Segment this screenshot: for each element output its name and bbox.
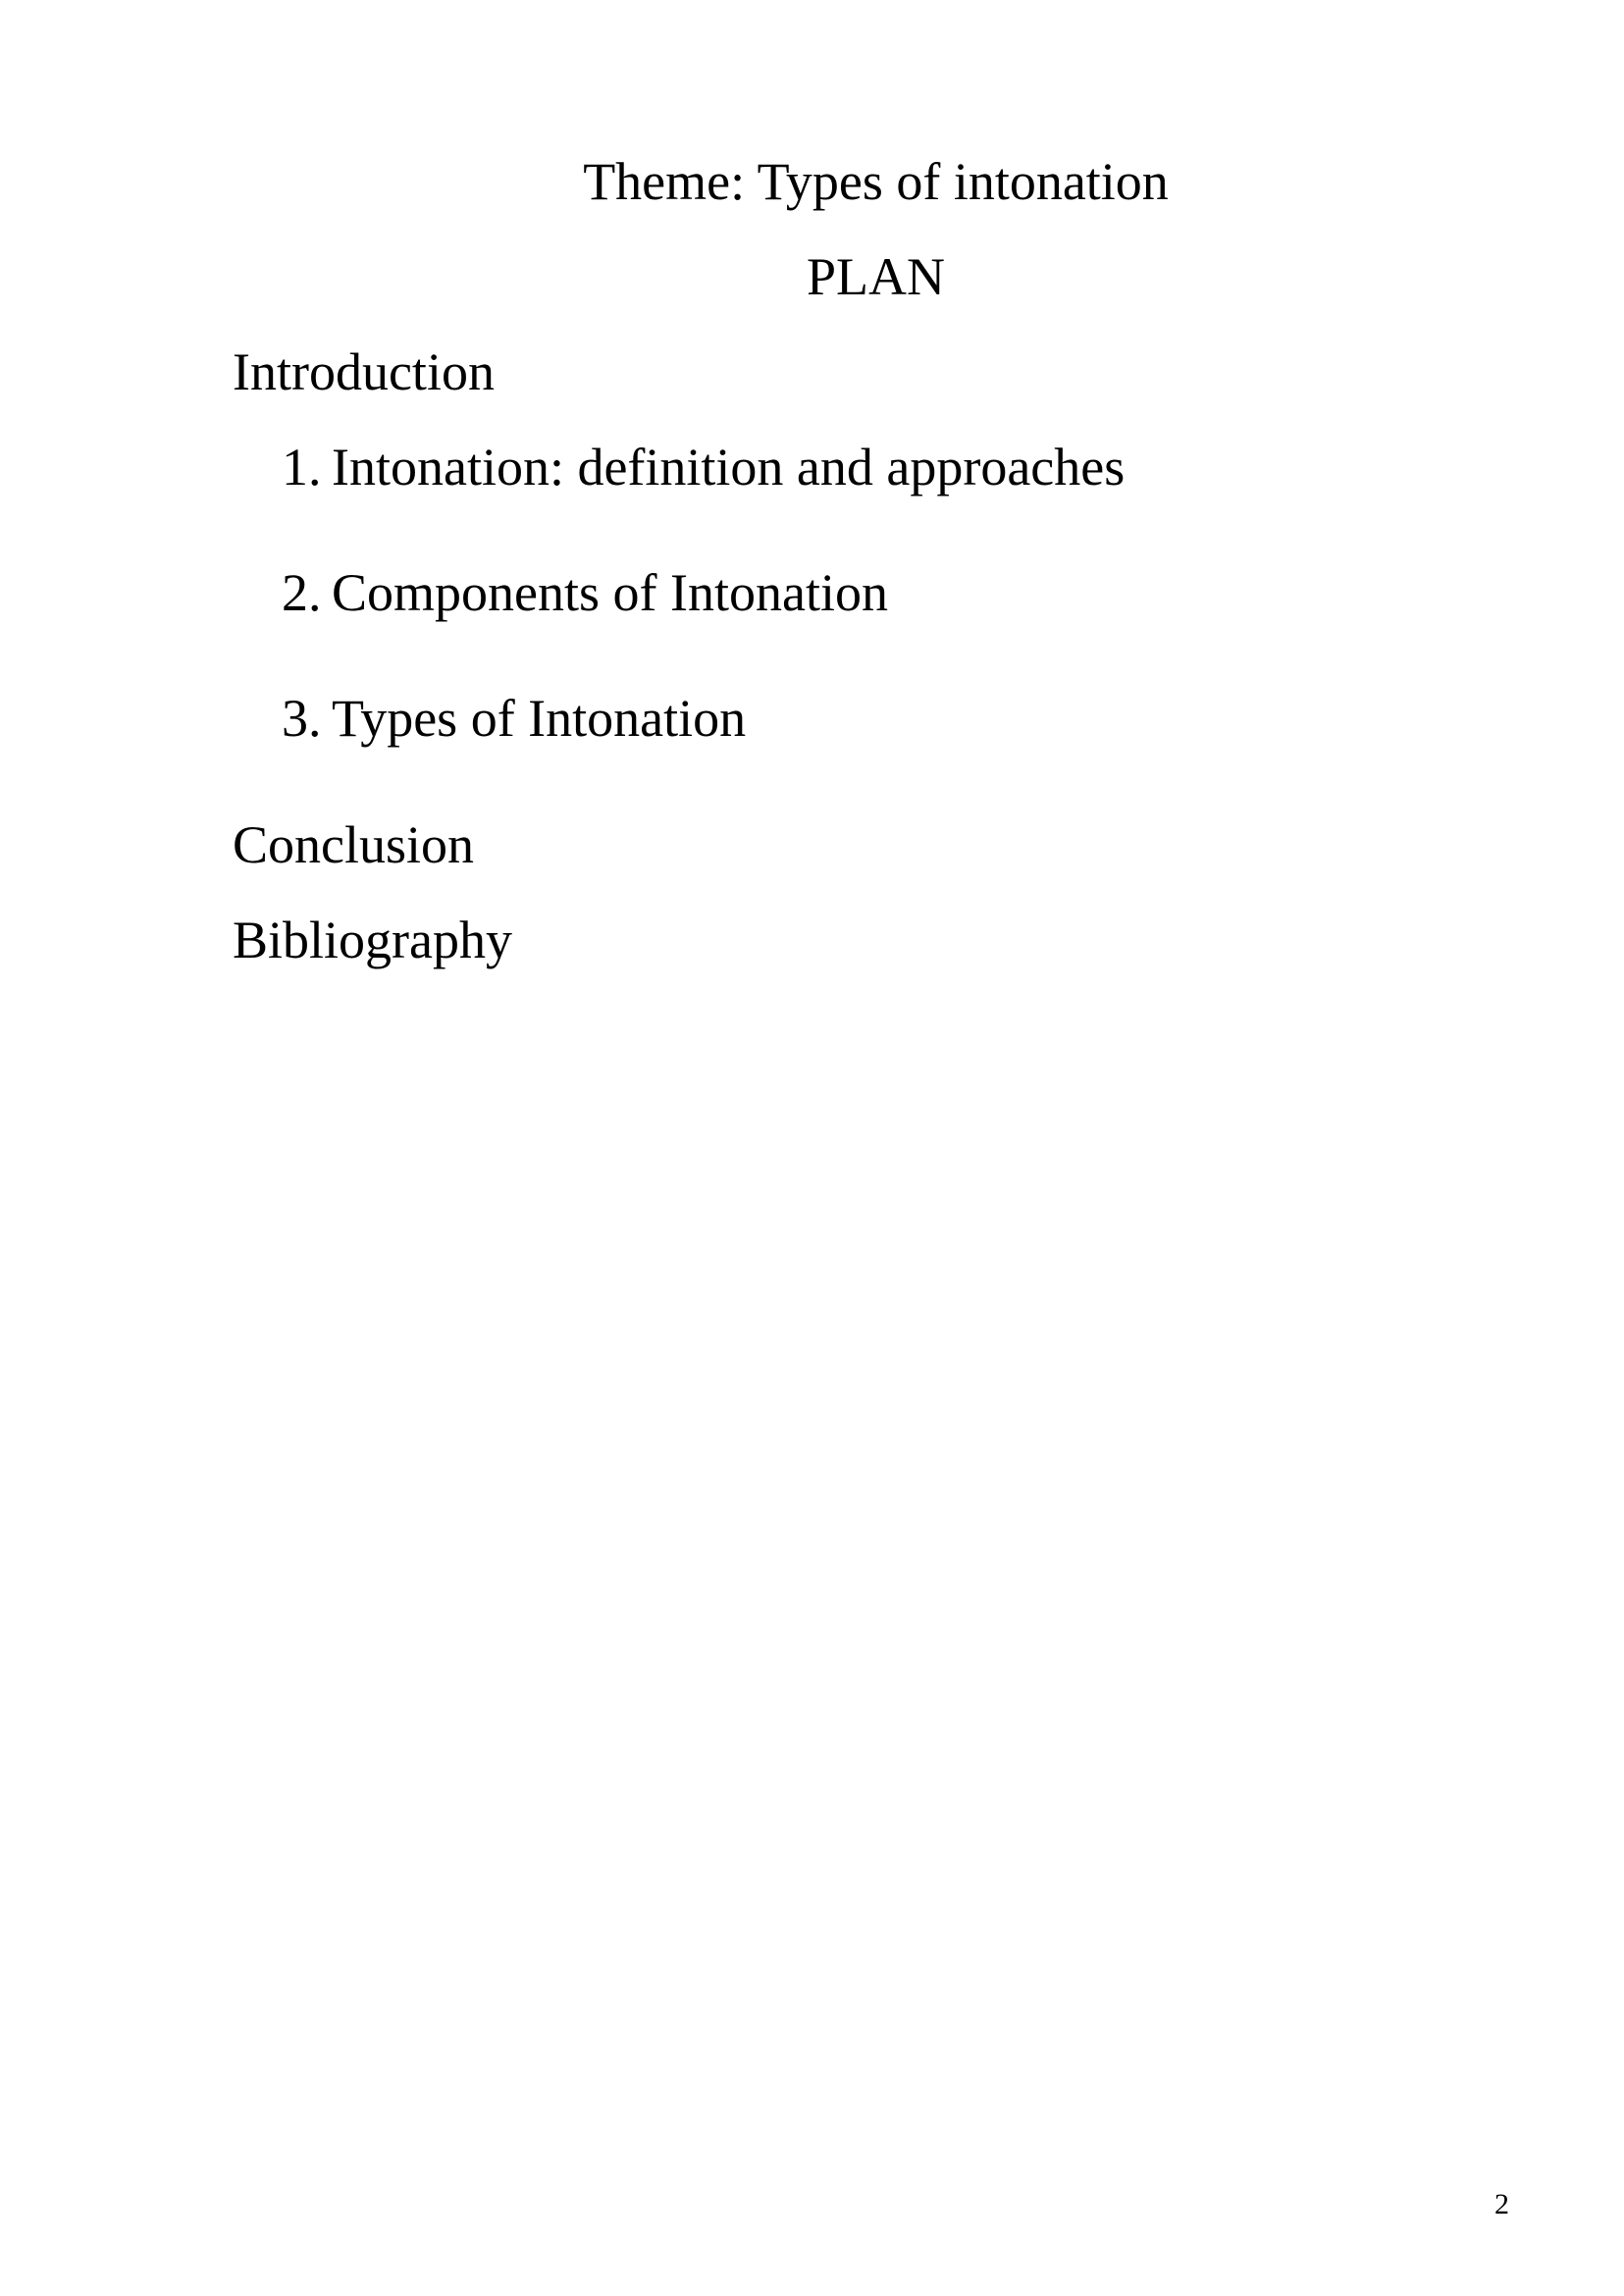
list-item-text: Intonation: definition and approaches xyxy=(332,438,1126,496)
document-title: Theme: Types of intonation xyxy=(583,152,1169,211)
list-item-number: 2. xyxy=(282,563,322,622)
list-item-text: Types of Intonation xyxy=(332,689,747,748)
plan-list-item xyxy=(282,563,888,622)
list-item-number: 3. xyxy=(282,689,322,748)
plan-list-item xyxy=(282,438,1126,496)
bibliography-entry: Bibliography xyxy=(233,911,512,969)
plan-heading: PLAN xyxy=(806,247,945,306)
list-item-number: 1. xyxy=(282,438,322,496)
conclusion-entry: Conclusion xyxy=(233,815,475,874)
page-number: 2 xyxy=(1494,2188,1509,2220)
introduction-entry: Introduction xyxy=(233,342,495,401)
plan-list-item xyxy=(282,689,747,748)
list-item-text: Components of Intonation xyxy=(332,563,888,622)
